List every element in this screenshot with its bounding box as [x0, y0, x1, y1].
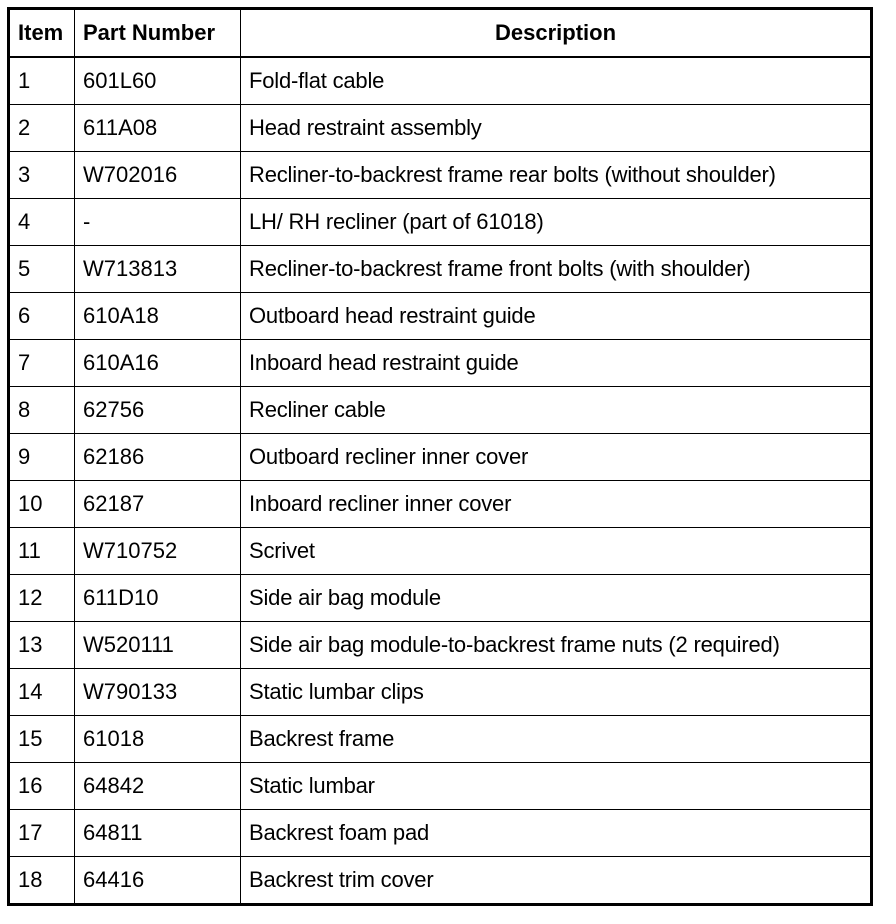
cell-part-number: 601L60 [75, 57, 241, 105]
cell-part-number: W520111 [75, 622, 241, 669]
table-row [9, 716, 872, 763]
cell-description: Scrivet [241, 528, 872, 575]
header-item: Item [9, 9, 75, 58]
cell-item: 18 [9, 857, 75, 905]
cell-item: 12 [9, 575, 75, 622]
cell-item: 10 [9, 481, 75, 528]
cell-description: Recliner-to-backrest frame rear bolts (without shoulder) [241, 152, 872, 199]
cell-part-number: - [75, 199, 241, 246]
table-row [9, 622, 872, 669]
cell-part-number: 62186 [75, 434, 241, 481]
cell-description: Backrest frame [241, 716, 872, 763]
table-row [9, 199, 872, 246]
cell-item: 3 [9, 152, 75, 199]
table-row [9, 57, 872, 105]
cell-description: Inboard head restraint guide [241, 340, 872, 387]
cell-item: 6 [9, 293, 75, 340]
cell-description: Outboard recliner inner cover [241, 434, 872, 481]
cell-description: Backrest trim cover [241, 857, 872, 905]
header-description: Description [241, 9, 872, 58]
cell-part-number: 61018 [75, 716, 241, 763]
cell-description: Static lumbar clips [241, 669, 872, 716]
cell-description: LH/ RH recliner (part of 61018) [241, 199, 872, 246]
cell-description: Inboard recliner inner cover [241, 481, 872, 528]
cell-item: 17 [9, 810, 75, 857]
cell-description: Backrest foam pad [241, 810, 872, 857]
cell-part-number: 610A18 [75, 293, 241, 340]
cell-item: 2 [9, 105, 75, 152]
cell-description: Side air bag module [241, 575, 872, 622]
table-row [9, 763, 872, 810]
cell-item: 4 [9, 199, 75, 246]
cell-description: Fold-flat cable [241, 57, 872, 105]
parts-table [7, 7, 873, 906]
table-row [9, 246, 872, 293]
cell-description: Static lumbar [241, 763, 872, 810]
cell-description: Side air bag module-to-backrest frame nuts (2 required) [241, 622, 872, 669]
table-row [9, 387, 872, 434]
cell-item: 11 [9, 528, 75, 575]
table-row [9, 857, 872, 905]
cell-description: Recliner-to-backrest frame front bolts (with shoulder) [241, 246, 872, 293]
cell-part-number: W790133 [75, 669, 241, 716]
cell-part-number: 611A08 [75, 105, 241, 152]
cell-part-number: 62187 [75, 481, 241, 528]
table-row [9, 575, 872, 622]
cell-part-number: W710752 [75, 528, 241, 575]
cell-part-number: 64842 [75, 763, 241, 810]
cell-item: 8 [9, 387, 75, 434]
cell-item: 13 [9, 622, 75, 669]
cell-item: 14 [9, 669, 75, 716]
cell-description: Recliner cable [241, 387, 872, 434]
cell-item: 9 [9, 434, 75, 481]
cell-part-number: W713813 [75, 246, 241, 293]
table-row [9, 105, 872, 152]
table-row [9, 669, 872, 716]
cell-part-number: W702016 [75, 152, 241, 199]
cell-part-number: 64811 [75, 810, 241, 857]
cell-description: Head restraint assembly [241, 105, 872, 152]
cell-part-number: 611D10 [75, 575, 241, 622]
cell-description: Outboard head restraint guide [241, 293, 872, 340]
table-row [9, 481, 872, 528]
table-row [9, 152, 872, 199]
table-row [9, 434, 872, 481]
table-row [9, 810, 872, 857]
table-row [9, 340, 872, 387]
cell-item: 7 [9, 340, 75, 387]
cell-item: 1 [9, 57, 75, 105]
table-row [9, 293, 872, 340]
cell-part-number: 610A16 [75, 340, 241, 387]
table-header-row [9, 9, 872, 58]
table-row [9, 528, 872, 575]
cell-item: 16 [9, 763, 75, 810]
cell-item: 5 [9, 246, 75, 293]
cell-part-number: 64416 [75, 857, 241, 905]
cell-part-number: 62756 [75, 387, 241, 434]
cell-item: 15 [9, 716, 75, 763]
header-part-number: Part Number [75, 9, 241, 58]
